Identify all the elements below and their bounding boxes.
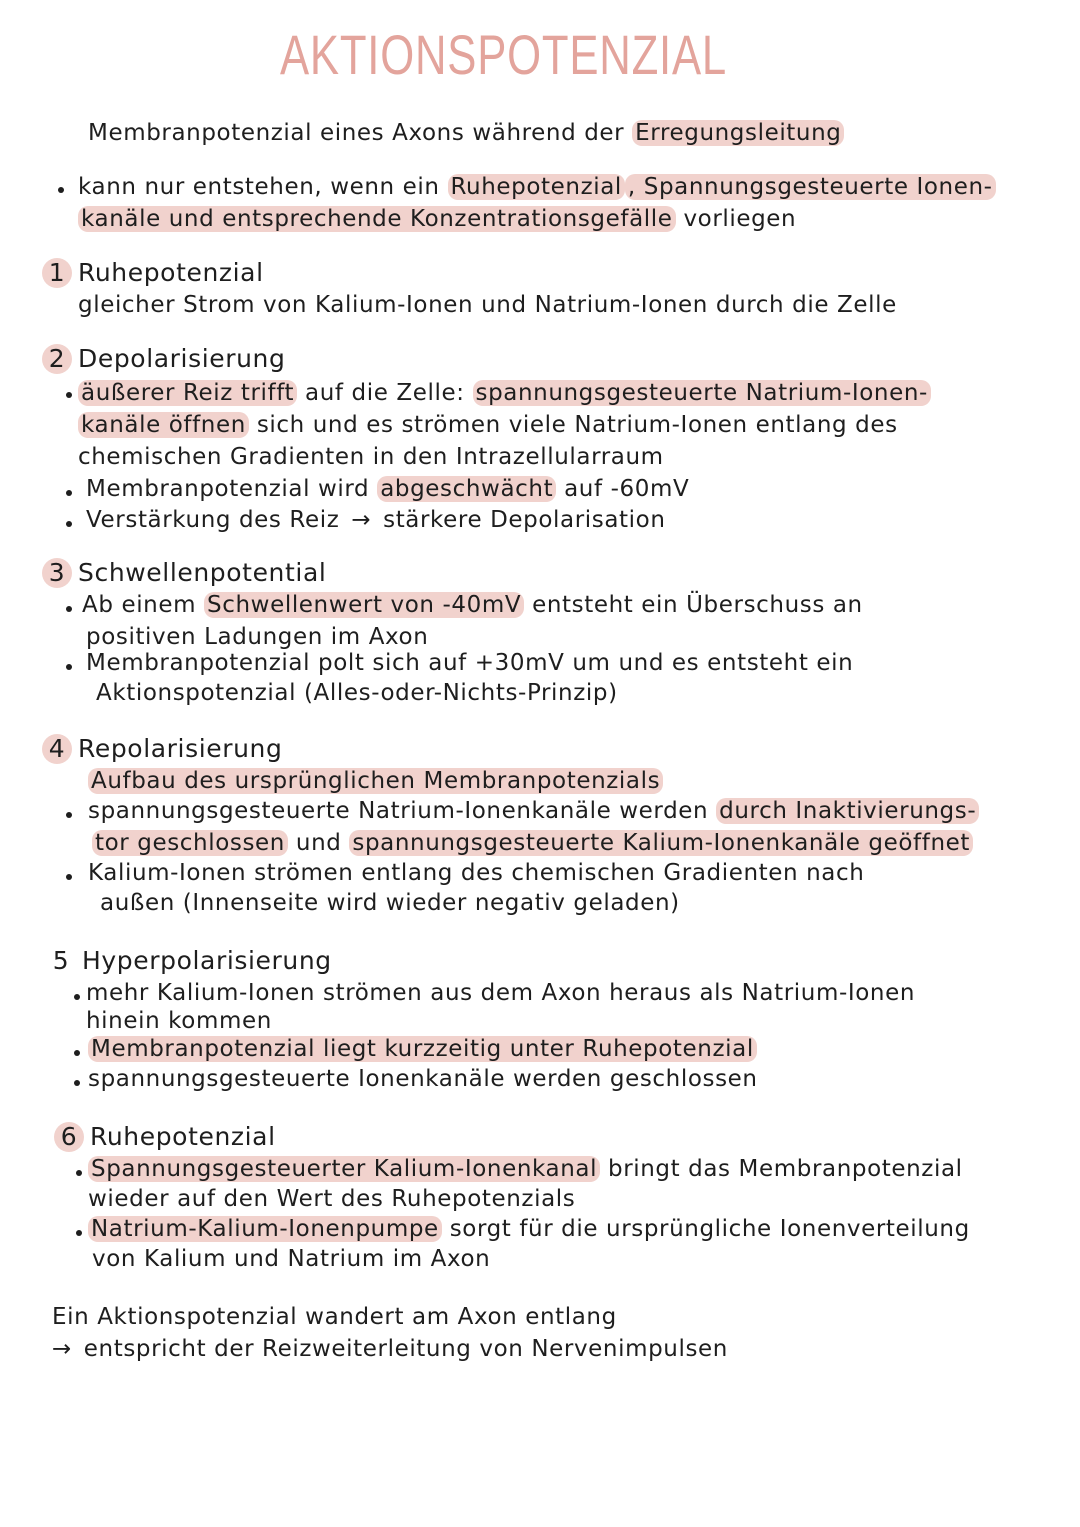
bullet-dot	[74, 994, 80, 1000]
section-2-bullet-1-line-1	[78, 378, 931, 408]
section-1-heading	[42, 258, 264, 288]
section-2-heading	[42, 344, 285, 374]
section-2-bullet-1-line-2	[78, 410, 898, 440]
condition-line-1	[78, 172, 996, 202]
bullet-dot	[66, 521, 72, 527]
section-3-bullet-1-line-1	[82, 590, 863, 620]
condition-highlight-1: Ruhepotenzial	[448, 174, 625, 200]
section-4-bullet-1-line-2	[92, 828, 973, 858]
bullet-dot	[66, 490, 72, 496]
highlight: Spannungsgesteuerter Kalium-Ionenkanal	[88, 1156, 600, 1182]
section-3-heading	[42, 558, 326, 588]
section-6-number: 6	[54, 1122, 84, 1152]
section-5-bullet-2	[88, 1034, 757, 1064]
section-4-number: 4	[42, 734, 72, 764]
text: sorgt für die ursprüngliche Ionenverteilung	[449, 1216, 970, 1242]
section-3-bullet-1-line-2: positiven Ladungen im Axon	[86, 624, 429, 650]
highlight: durch Inaktivierungs-	[716, 798, 979, 824]
text: stärkere Depolarisation	[383, 507, 666, 533]
bullet-dot	[66, 664, 72, 670]
text: bringt das Membranpotenzial	[608, 1156, 963, 1182]
highlight: abgeschwächt	[377, 476, 556, 502]
arrow-right-icon: →	[52, 1336, 72, 1362]
bullet-dot	[76, 1170, 82, 1176]
summary-line-1: Ein Aktionspotenzial wandert am Axon entlang	[52, 1304, 617, 1330]
section-3-number: 3	[42, 558, 72, 588]
bullet-dot	[66, 606, 72, 612]
highlight: kanäle öffnen	[78, 412, 249, 438]
bullet-dot	[74, 1050, 80, 1056]
section-4-heading	[42, 734, 282, 764]
subtitle-highlight: Erregungsleitung	[632, 120, 844, 146]
bullet-dot	[66, 874, 72, 880]
highlight: spannungsgesteuerte Natrium-Ionen-	[473, 380, 931, 406]
arrow-right-icon: →	[351, 507, 372, 533]
text: Ab einem	[82, 592, 197, 618]
highlight: tor geschlossen	[92, 830, 288, 856]
text: Verstärkung des Reiz	[86, 507, 340, 533]
text: auf -60mV	[564, 476, 690, 502]
highlight: Schwellenwert von -40mV	[204, 592, 524, 618]
condition-line-2	[78, 204, 796, 234]
section-5-heading	[46, 946, 332, 976]
text: entsteht ein Überschuss an	[532, 592, 863, 618]
section-2-bullet-2	[86, 474, 689, 504]
section-4-subtitle	[88, 766, 663, 796]
section-4-title: Repolarisierung	[78, 734, 283, 763]
section-6-bullet-2-line-1	[88, 1214, 970, 1244]
text: und	[295, 830, 342, 856]
section-6-title: Ruhepotenzial	[90, 1122, 276, 1151]
section-2-number: 2	[42, 344, 72, 374]
section-1-text: gleicher Strom von Kalium-Ionen und Natrium-Ionen durch die Zelle	[78, 292, 897, 318]
section-5-bullet-3: spannungsgesteuerte Ionenkanäle werden geschlossen	[88, 1066, 758, 1092]
bullet-dot	[58, 187, 64, 193]
section-4-bullet-2-line-1: Kalium-Ionen strömen entlang des chemischen Gradienten nach	[88, 860, 865, 886]
section-1-title: Ruhepotenzial	[78, 258, 264, 287]
highlight: Membranpotenzial liegt kurzzeitig unter Ruhepotenzial	[88, 1036, 757, 1062]
bullet-dot	[76, 1230, 82, 1236]
bullet-dot	[66, 392, 72, 398]
text: entspricht der Reizweiterleitung von Nervenimpulsen	[83, 1336, 728, 1362]
section-6-bullet-1-line-2: wieder auf den Wert des Ruhepotenzials	[88, 1186, 576, 1212]
section-5-title: Hyperpolarisierung	[82, 946, 332, 975]
condition-highlight-2: , Spannungsgesteuerte Ionen-	[625, 174, 996, 200]
subtitle-text: Membranpotenzial eines Axons während der	[88, 120, 625, 146]
bullet-dot	[66, 812, 72, 818]
section-2-bullet-3	[86, 505, 666, 535]
condition-text: kann nur entstehen, wenn ein	[78, 174, 440, 200]
summary-line-2	[48, 1334, 728, 1364]
section-1-number: 1	[42, 258, 72, 288]
section-2-bullet-1-line-3: chemischen Gradienten in den Intrazellularraum	[78, 444, 664, 470]
section-6-heading	[54, 1122, 276, 1152]
highlight: Natrium-Kalium-Ionenpumpe	[88, 1216, 442, 1242]
highlight: spannungsgesteuerte Kalium-Ionenkanäle geöffnet	[349, 830, 973, 856]
subtitle	[88, 118, 844, 148]
section-6-bullet-1-line-1	[88, 1154, 963, 1184]
section-4-bullet-1-line-1	[88, 796, 979, 826]
section-5-bullet-1-line-2: hinein kommen	[86, 1008, 272, 1034]
condition-highlight-3: kanäle und entsprechende Konzentrationsgefälle	[78, 206, 676, 232]
bullet-dot	[74, 1080, 80, 1086]
section-5-bullet-1-line-1: mehr Kalium-Ionen strömen aus dem Axon heraus als Natrium-Ionen	[86, 980, 916, 1006]
text: auf die Zelle:	[305, 380, 465, 406]
section-3-bullet-2-line-1: Membranpotenzial polt sich auf +30mV um und es entsteht ein	[86, 650, 854, 676]
text: spannungsgesteuerte Natrium-Ionenkanäle werden	[88, 798, 709, 824]
section-4-bullet-2-line-2: außen (Innenseite wird wieder negativ geladen)	[100, 890, 680, 916]
section-3-title: Schwellenpotential	[78, 558, 327, 587]
highlight: Aufbau des ursprünglichen Membranpotenzials	[88, 768, 663, 794]
section-5-number: 5	[52, 946, 70, 975]
condition-text-end: vorliegen	[683, 206, 797, 232]
section-3-bullet-2-line-2: Aktionspotenzial (Alles-oder-Nichts-Prinzip)	[96, 680, 618, 706]
page-title: AKTIONSPOTENZIAL	[280, 23, 727, 86]
highlight: äußerer Reiz trifft	[78, 380, 297, 406]
section-6-bullet-2-line-2: von Kalium und Natrium im Axon	[92, 1246, 491, 1272]
text: Membranpotenzial wird	[86, 476, 370, 502]
section-2-title: Depolarisierung	[78, 344, 286, 373]
text: sich und es strömen viele Natrium-Ionen entlang des	[256, 412, 898, 438]
